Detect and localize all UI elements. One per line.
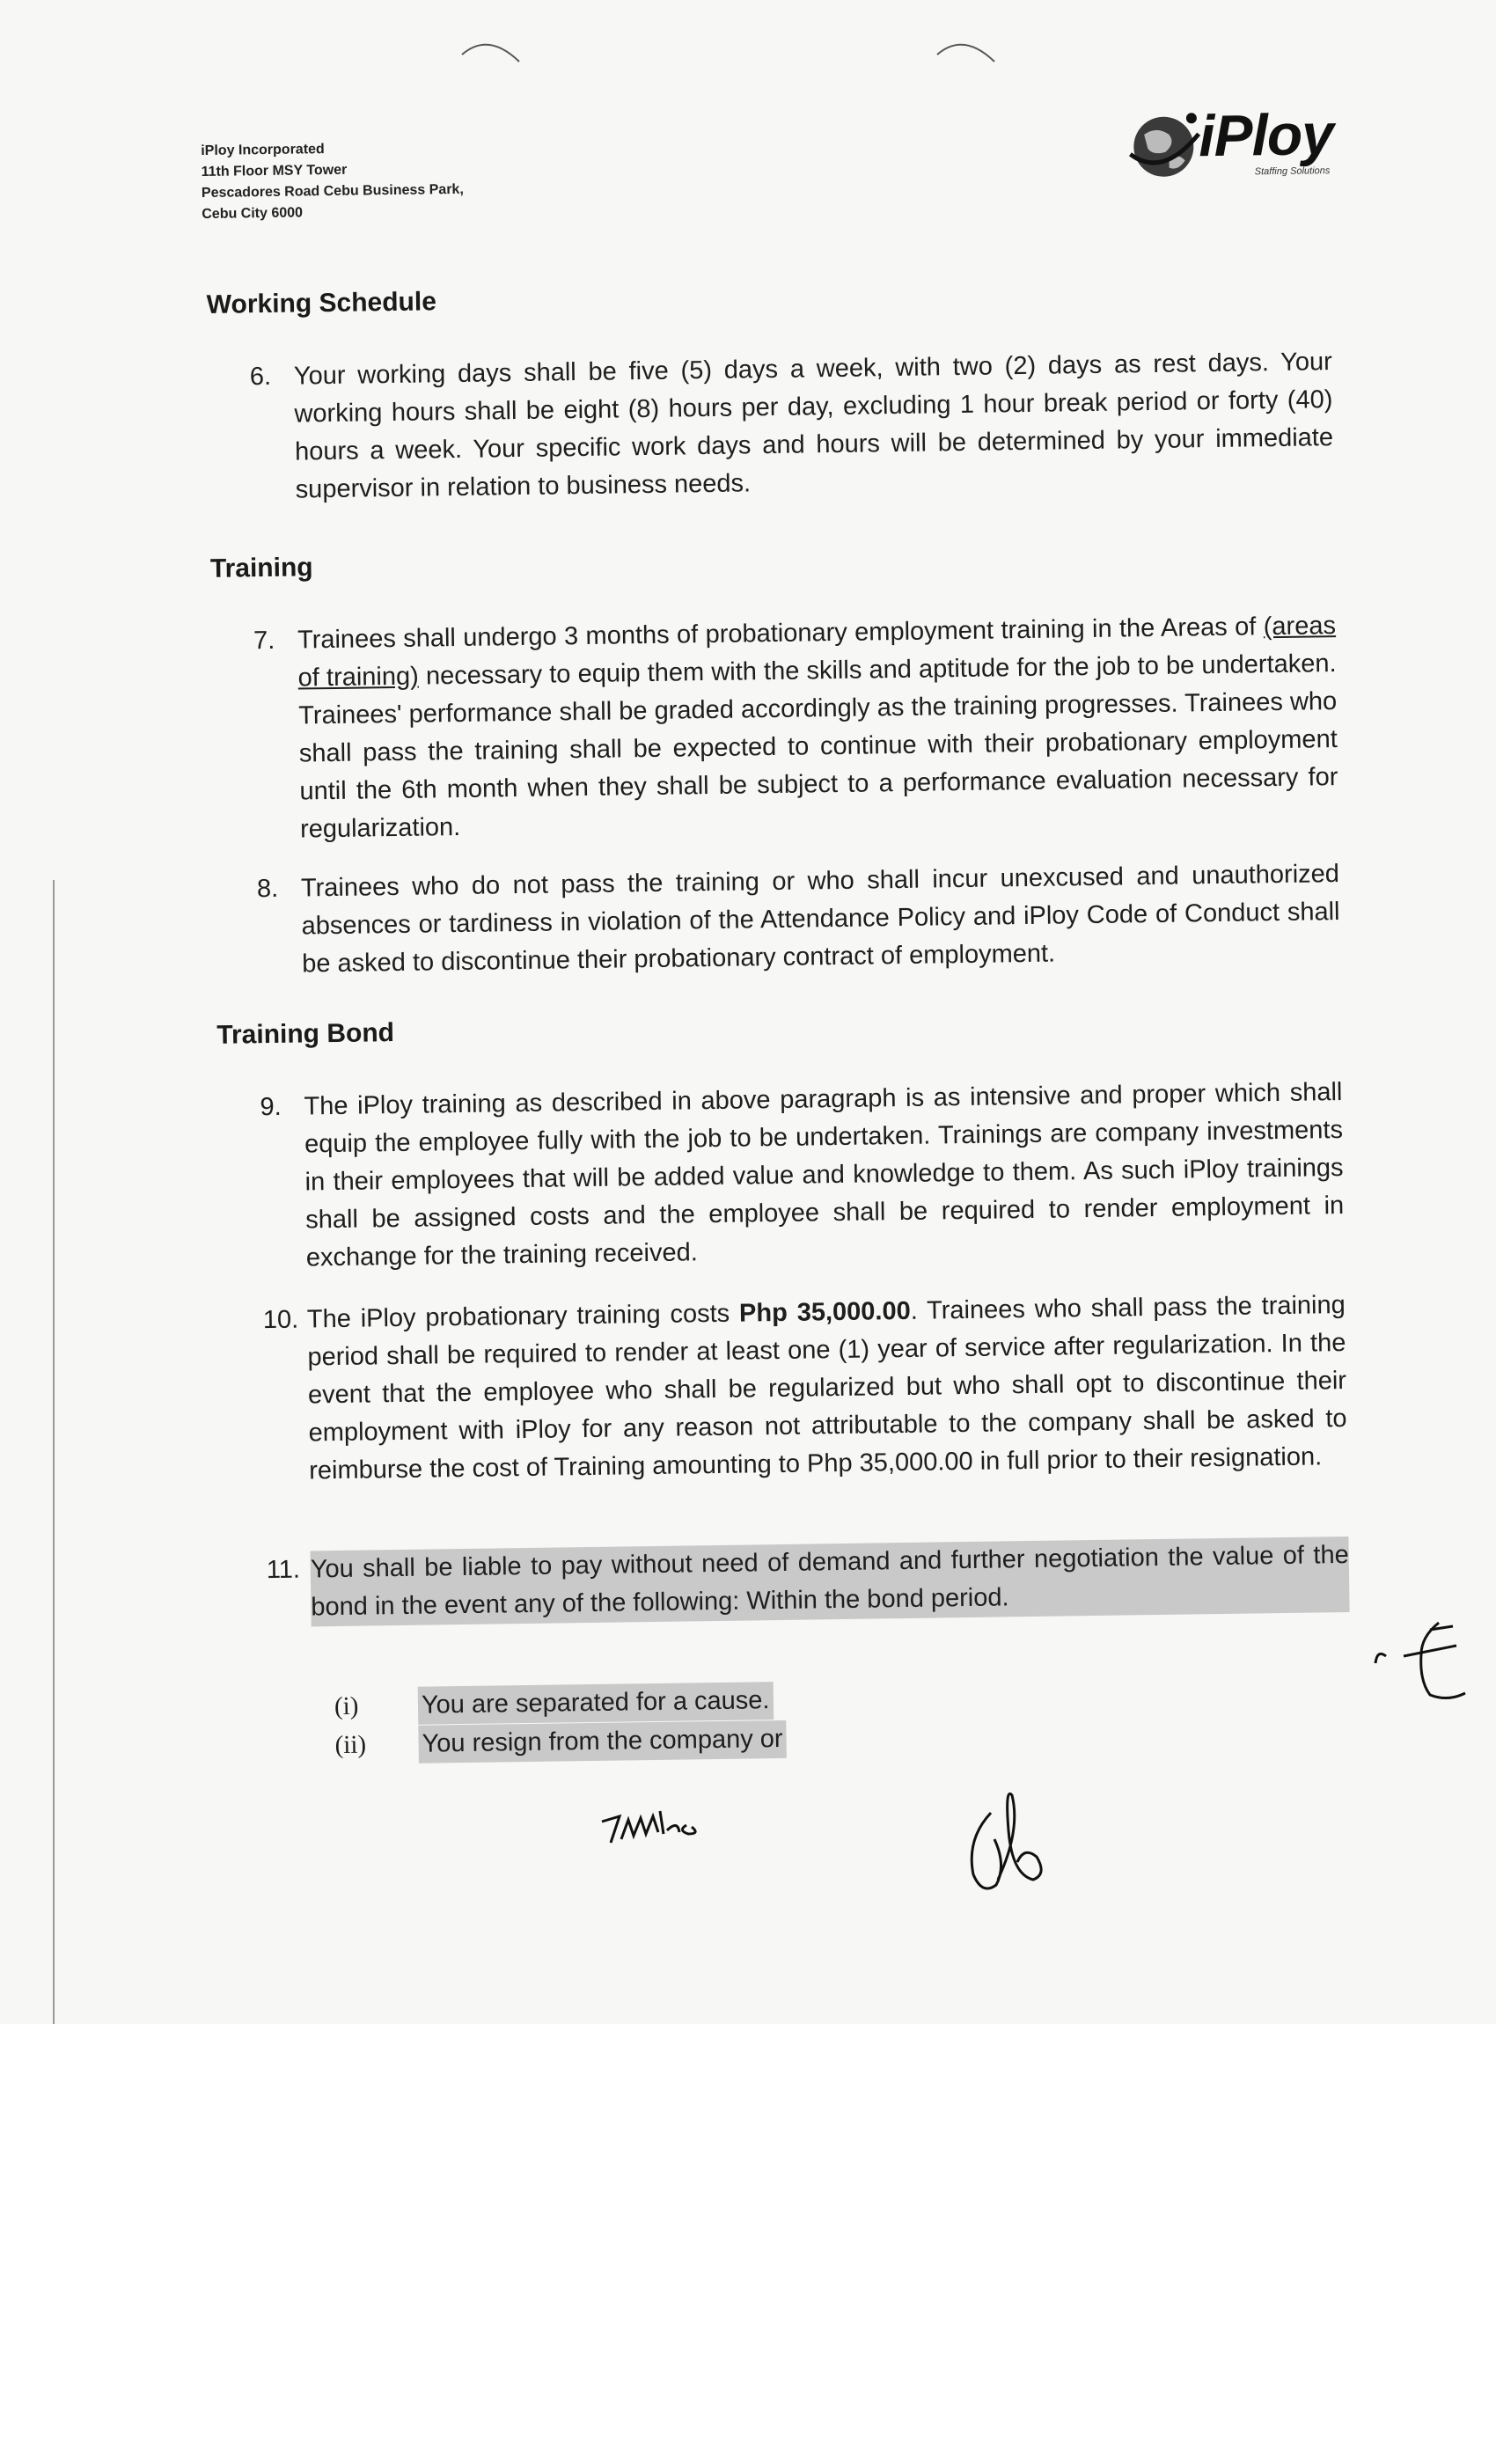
margin-initials-mark <box>1368 1610 1474 1707</box>
clause-number: 6. <box>249 362 272 392</box>
clause-text-end: necessary to equip them with the skills and aptitude for the job to be undertaken. Trainees' performance shall be graded accordingly as the training progresses. Trainees who shall pass the training shall be expected to continue with their probationary employment until the 6th month when they shall be subject to a performance evaluation necessary for regularization. <box>298 649 1338 844</box>
clause-9 <box>260 1074 1351 1272</box>
clause-text-end: . Trainees who shall pass the training period shall be required to render at least one (1) year of service after regularization. In the event that the employee who shall be regularized but who shall opt to discontinue their employment with iPloy for any reason not attributable to the company shall be asked to reimburse the cost of Training amounting to Php 35,000.00 in full prior to their resignation. <box>307 1290 1347 1485</box>
highlighted-clause-text: You shall be liable to pay without need of demand and further negotiation the value of the bond in the event any of the following: Within the bond period. <box>311 1536 1350 1626</box>
clause-text: The iPloy training as described in above paragraph is as intensive and proper which shall equip the employee fully with the job to be undertaken. Trainings are company investments in their employees that will be added value and knowledge to them. As such iPloy trainings shall be assigned costs and the employee shall be required to render employment in exchange for the training received. <box>304 1078 1345 1272</box>
clause-number: 8. <box>256 874 279 904</box>
signature-initials-left <box>598 1804 713 1857</box>
logo-tagline: Staffing Solutions <box>1254 165 1331 178</box>
clause-text: Trainees who do not pass the training or who shall incur unexcused and unauthorized absences or tardiness in violation of the Attendance Policy and iPloy Code of Conduct shall be asked to discontinue their probationary contract of employment. <box>300 860 1340 979</box>
training-cost-amount: Php 35,000.00 <box>738 1296 911 1328</box>
clause-8 <box>256 855 1348 979</box>
globe-icon <box>1126 107 1203 184</box>
clause-text <box>307 1287 1348 1490</box>
clause-number: 11. <box>266 1555 301 1585</box>
company-logo <box>1126 101 1356 195</box>
clause-number: 9. <box>260 1092 282 1122</box>
areas-of-training-placeholder: (areas of training) <box>297 612 1337 693</box>
heading-training-bond: Training Bond <box>216 1018 395 1050</box>
sub-item-label: (ii) <box>334 1730 367 1760</box>
address-line-2: Pescadores Road Cebu Business Park, <box>201 181 464 202</box>
clause-number: 10. <box>262 1305 299 1335</box>
sub-item-ii <box>334 1724 783 1764</box>
signature-initials-right <box>959 1778 1065 1910</box>
sub-item-text: You resign from the company or <box>418 1720 787 1764</box>
clause-text: Your working days shall be five (5) days a week, with two (2) days as rest days. Your working hours shall be eight (8) hours per day, excluding 1 hour break period or forty (40) hours a week. Your specific work days and hours will be determined by your immediate supervisor in relation to business needs. <box>293 348 1334 504</box>
clause-6 <box>249 343 1341 504</box>
clause-text-start: Trainees shall undergo 3 months of probationary employment training in the Areas of <box>297 612 1264 655</box>
logo-wordmark: iPloy <box>1198 101 1334 169</box>
sub-item-label: (i) <box>334 1691 359 1721</box>
clause-number: 7. <box>253 626 275 656</box>
sub-item-i <box>334 1686 770 1726</box>
clause-text <box>297 607 1338 848</box>
heading-working-schedule: Working Schedule <box>206 287 437 319</box>
company-address <box>201 137 464 225</box>
clause-text-start: The iPloy probationary training costs <box>306 1299 740 1334</box>
clause-10 <box>262 1287 1354 1485</box>
heading-training: Training <box>209 553 313 583</box>
clause-11 <box>266 1536 1358 1622</box>
company-name: iPloy Incorporated <box>201 142 325 159</box>
clause-7 <box>253 607 1345 844</box>
sub-item-text: You are separated for a cause. <box>418 1682 774 1725</box>
address-line-1: 11th Floor MSY Tower <box>201 162 348 180</box>
address-line-3: Cebu City 6000 <box>202 205 304 223</box>
